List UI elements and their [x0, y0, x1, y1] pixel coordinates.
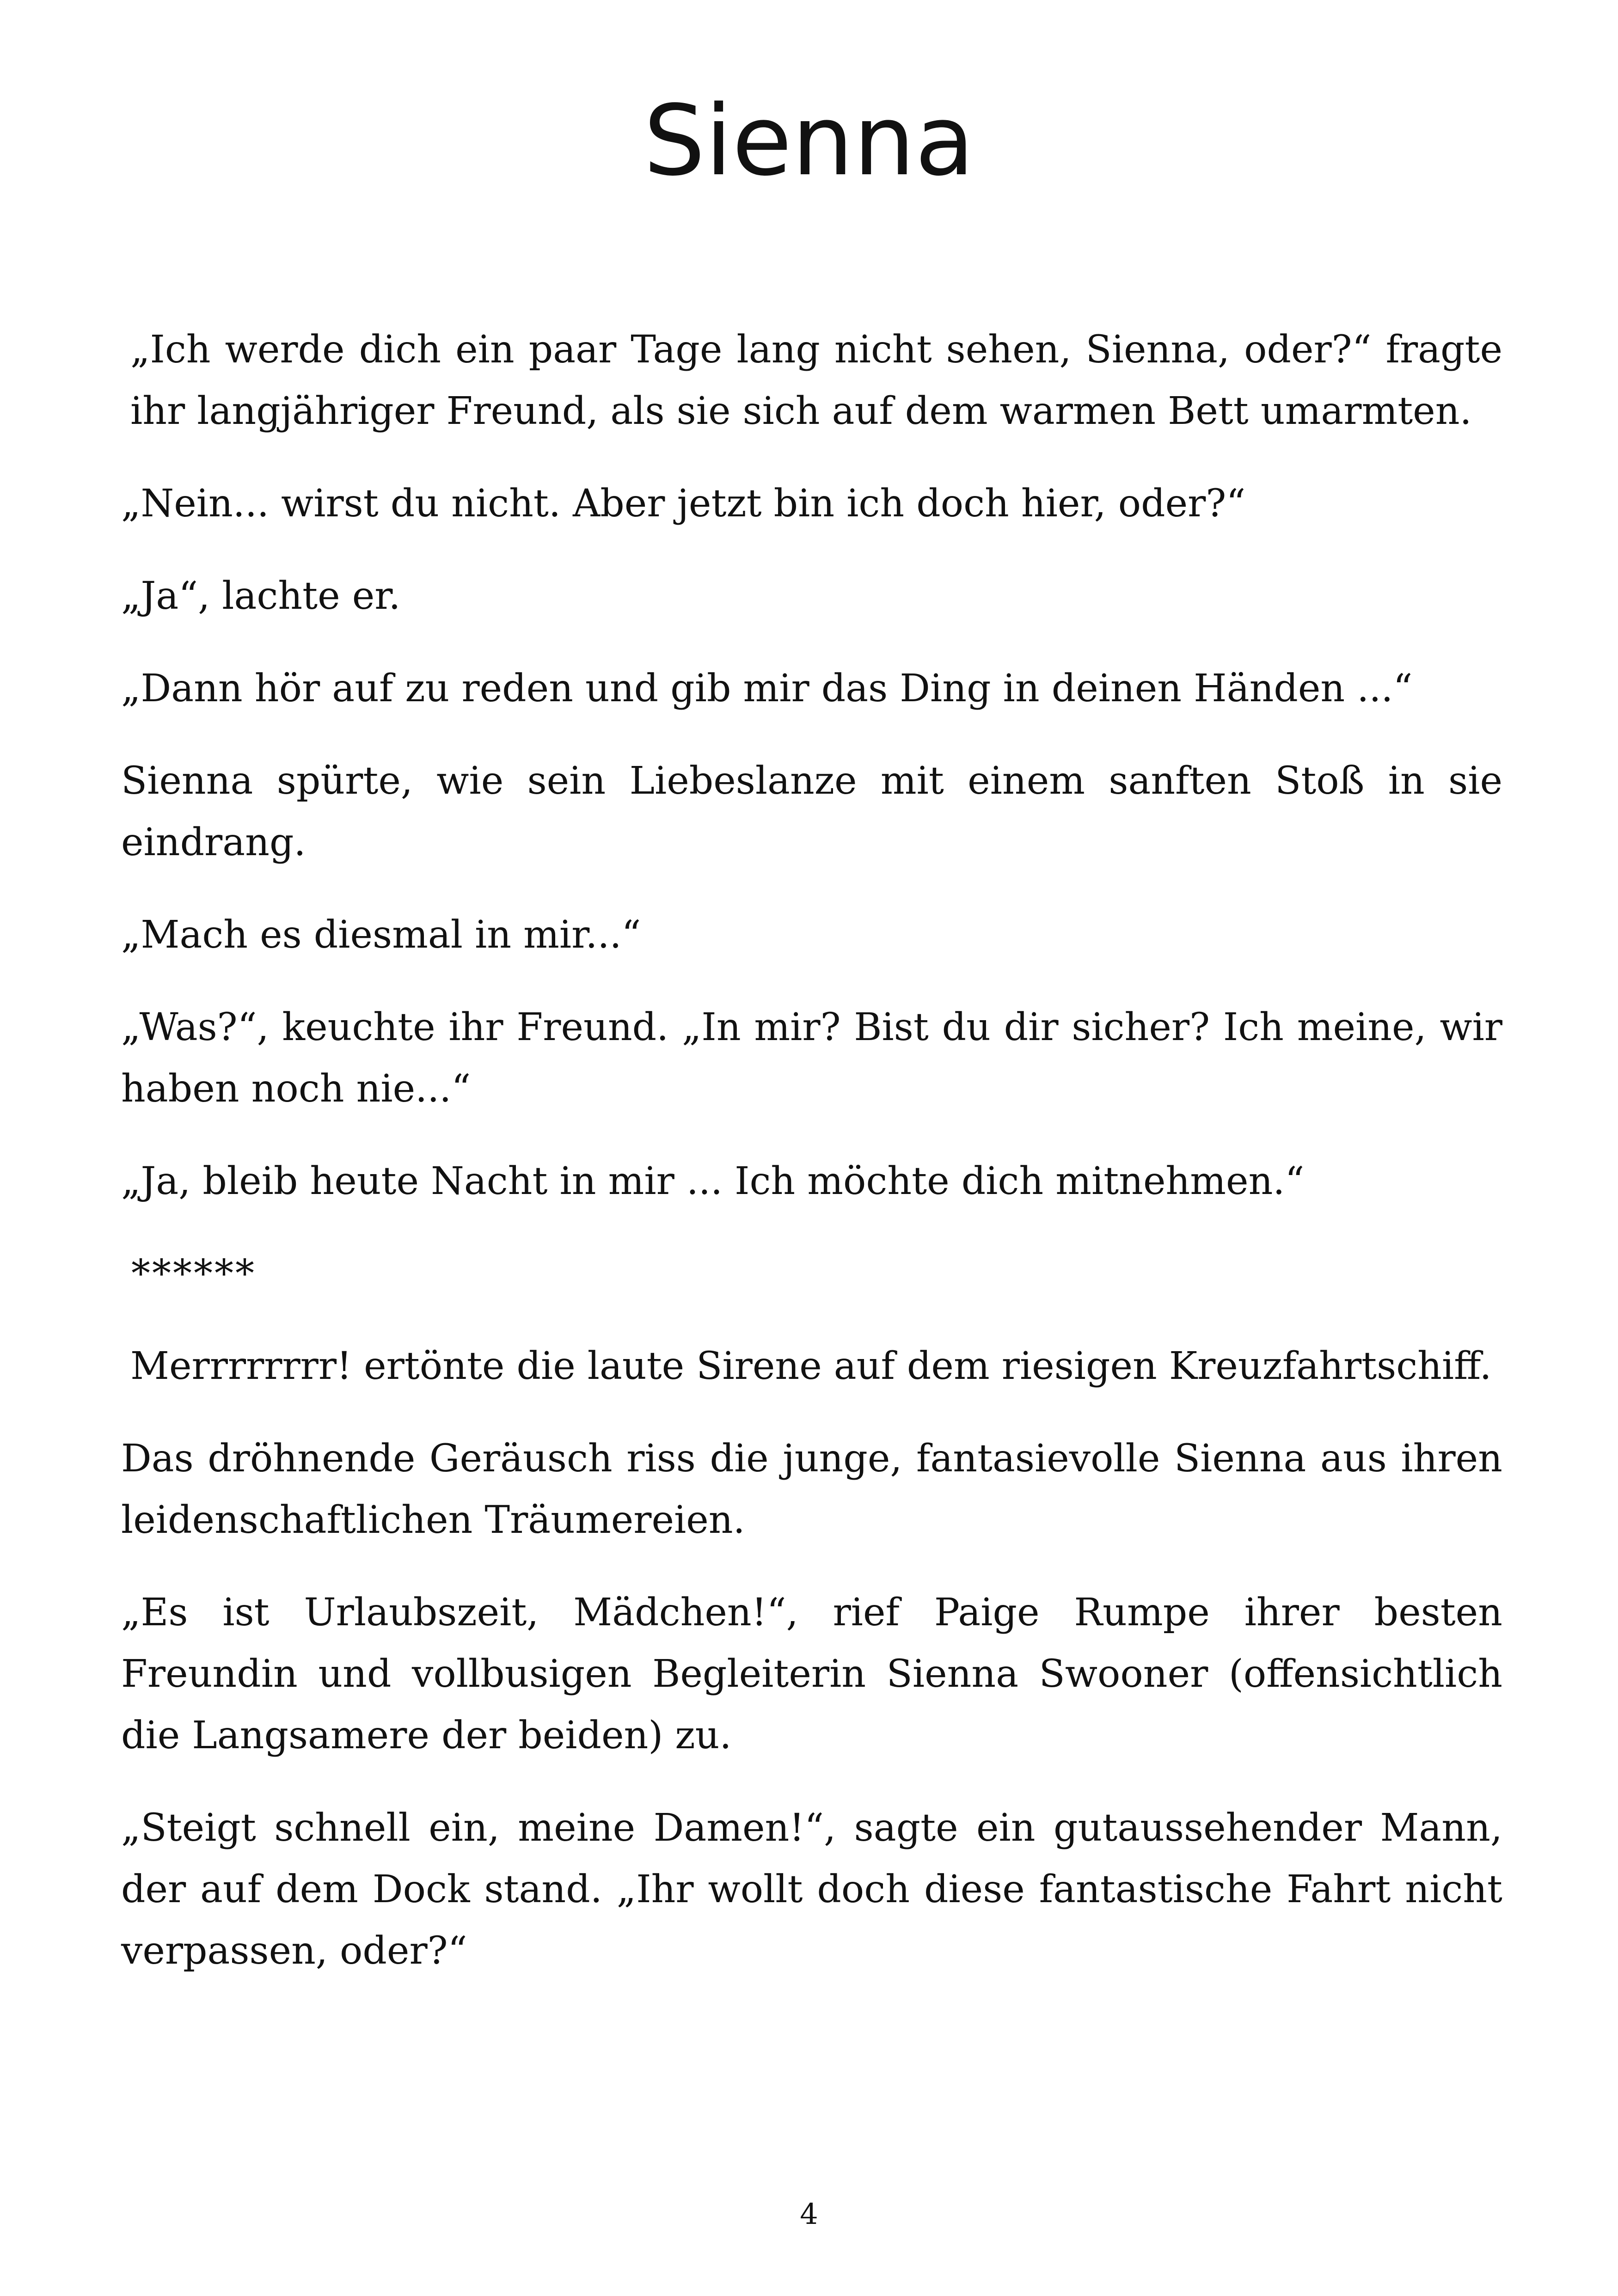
- paragraph: „Ja“, lachte er.: [121, 574, 401, 618]
- paragraph: „Nein... wirst du nicht. Aber jetzt bin ich doch hier, oder?“: [121, 482, 1246, 526]
- chapter-title: Sienna: [644, 84, 974, 197]
- paragraph: „Dann hör auf zu reden und gib mir das Ding in deinen Händen ...“: [121, 667, 1413, 710]
- paragraph: Merrrrrrrr! ertönte die laute Sirene auf dem riesigen Kreuzfahrtschiff.: [130, 1344, 1492, 1388]
- page-number: 4: [800, 2197, 818, 2231]
- paragraph: Sienna spürte, wie sein Liebeslanze mit einem sanften Stoß in sie eindrang.: [121, 759, 1502, 864]
- body-text: [121, 319, 1502, 2013]
- paragraph: „Was?“, keuchte ihr Freund. „In mir? Bist du dir sicher? Ich meine, wir haben noch nie...“: [121, 1005, 1502, 1111]
- paragraph: „Es ist Urlaubszeit, Mädchen!“, rief Paige Rumpe ihrer besten Freundin und vollbusigen Begleiterin Sienna Swooner (offensichtlich die Langsamere der beiden) zu.: [121, 1591, 1502, 1757]
- paragraph: „Ich werde dich ein paar Tage lang nicht sehen, Sienna, oder?“ fragte ihr langjähriger Freund, als sie sich auf dem warmen Bett umarmten.: [130, 328, 1502, 433]
- paragraph: „Mach es diesmal in mir...“: [121, 913, 641, 957]
- paragraph: „Steigt schnell ein, meine Damen!“, sagte ein gutaussehender Mann, der auf dem Dock stand. „Ihr wollt doch diese fantastische Fahrt nicht verpassen, oder?“: [121, 1806, 1502, 1973]
- scene-separator: ******: [131, 1252, 256, 1296]
- paragraph: „Ja, bleib heute Nacht in mir ... Ich möchte dich mitnehmen.“: [121, 1159, 1305, 1203]
- paragraph: Das dröhnende Geräusch riss die junge, fantasievolle Sienna aus ihren leidenschaftlichen Träumereien.: [121, 1437, 1502, 1542]
